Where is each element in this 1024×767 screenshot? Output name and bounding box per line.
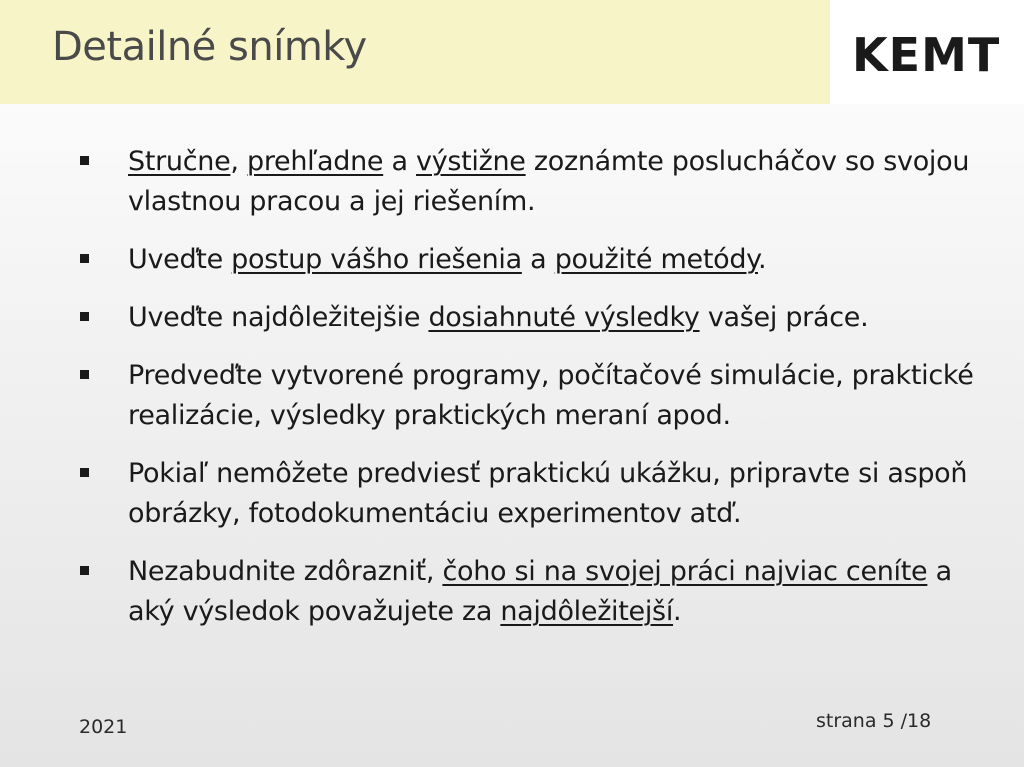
footer-year: 2021 [79,716,128,738]
bullet-square-icon [80,254,89,263]
underlined-text: postup vášho riešenia [231,244,522,275]
bullet-item [78,454,978,534]
bullet-item [78,552,978,632]
bullet-text: Nezabudnite zdôrazniť, [128,556,443,587]
bullet-text: vašej práce. [699,302,869,333]
bullet-item [78,142,978,222]
bullet-list [78,142,978,650]
underlined-text: čoho si na svojej práci najviac ceníte [442,556,928,587]
underlined-text: výstižne [416,146,526,177]
bullet-text: a aký výsledok považujete za [128,556,952,627]
bullet-item [78,298,978,338]
slide-title: Detailné snímky [52,24,367,70]
underlined-text: prehľadne [247,146,384,177]
kemt-logo: KEMT [852,28,1001,82]
bullet-square-icon [80,156,89,165]
underlined-text: dosiahnuté výsledky [428,302,700,333]
bullet-text: a [521,244,555,275]
bullet-square-icon [80,468,89,477]
bullet-text: Uveďte [128,244,232,275]
bullet-square-icon [80,370,89,379]
bullet-text: a [383,146,417,177]
bullet-text: , [230,146,247,177]
bullet-text: Uveďte najdôležitejšie [128,302,429,333]
bullet-item [78,356,978,436]
underlined-text: najdôležitejší [500,596,674,627]
bullet-item [78,240,978,280]
bullet-square-icon [80,566,89,575]
bullet-text: zoznámte poslucháčov so svojou vlastnou pracou a jej riešením. [128,146,970,217]
bullet-text: Pokiaľ nemôžete predviesť praktickú ukážku, pripravte si aspoň obrázky, fotodokumentáciu experimentov atď. [128,458,968,529]
bullet-square-icon [80,312,89,321]
bullet-text: Predveďte vytvorené programy, počítačové simulácie, praktické realizácie, výsledky praktických meraní apod. [128,360,974,431]
bullet-text: . [758,244,767,275]
page-number: strana 5 /18 [816,710,932,732]
underlined-text: použité metódy [554,244,758,275]
bullet-text: . [673,596,682,627]
underlined-text: Stručne [128,146,231,177]
